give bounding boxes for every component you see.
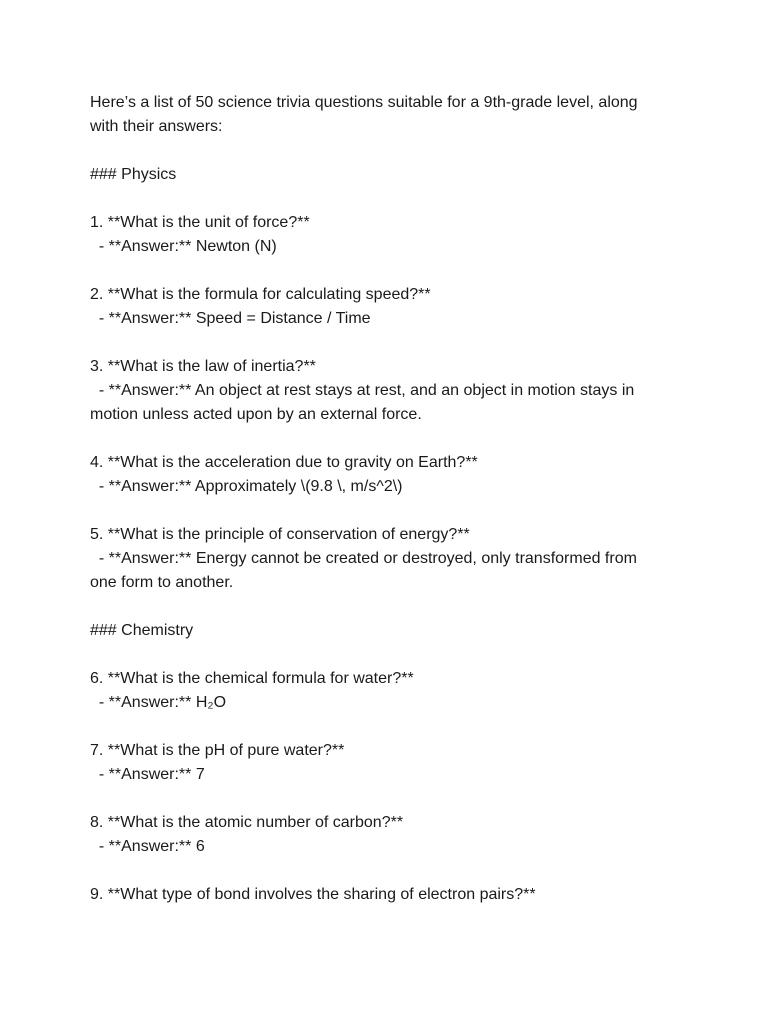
section-heading: ### Physics [90, 166, 177, 183]
answer-text-continued: one form to another. [90, 574, 234, 591]
qa-item [90, 739, 690, 787]
answer-text: - **Answer:** 6 [90, 838, 205, 855]
question-text: 7. **What is the pH of pure water?** [90, 742, 345, 759]
question-text: 1. **What is the unit of force?** [90, 214, 310, 231]
qa-item [90, 883, 690, 907]
qa-item [90, 283, 690, 331]
question-text: 5. **What is the principle of conservation of energy?** [90, 526, 470, 543]
answer-text: - **Answer:** An object at rest stays at rest, and an object in motion stays in [90, 382, 635, 399]
qa-item [90, 451, 690, 499]
section-heading-chemistry [90, 619, 690, 643]
answer-text: - **Answer:** 7 [90, 766, 205, 783]
qa-item [90, 211, 690, 259]
answer-text: - **Answer:** Approximately \(9.8 \, m/s^2\) [90, 478, 403, 495]
intro-line: Here’s a list of 50 science trivia questions suitable for a 9th-grade level, along [90, 94, 638, 111]
qa-item [90, 523, 690, 595]
qa-item [90, 667, 690, 715]
answer-text-continued: motion unless acted upon by an external force. [90, 406, 422, 423]
section-heading: ### Chemistry [90, 622, 194, 639]
intro-paragraph [90, 91, 690, 139]
answer-text: - **Answer:** Newton (N) [90, 238, 277, 255]
question-text: 3. **What is the law of inertia?** [90, 358, 316, 375]
question-text: 4. **What is the acceleration due to gravity on Earth?** [90, 454, 478, 471]
document-body [90, 91, 690, 931]
qa-item [90, 811, 690, 859]
qa-item [90, 355, 690, 427]
answer-text: - **Answer:** H₂O [90, 694, 227, 711]
question-text: 8. **What is the atomic number of carbon?** [90, 814, 404, 831]
question-text: 6. **What is the chemical formula for water?** [90, 670, 414, 687]
question-text: 2. **What is the formula for calculating speed?** [90, 286, 431, 303]
question-text: 9. **What type of bond involves the sharing of electron pairs?** [90, 886, 536, 903]
answer-text: - **Answer:** Energy cannot be created or destroyed, only transformed from [90, 550, 637, 567]
intro-line: with their answers: [90, 118, 223, 135]
section-heading-physics [90, 163, 690, 187]
answer-text: - **Answer:** Speed = Distance / Time [90, 310, 371, 327]
